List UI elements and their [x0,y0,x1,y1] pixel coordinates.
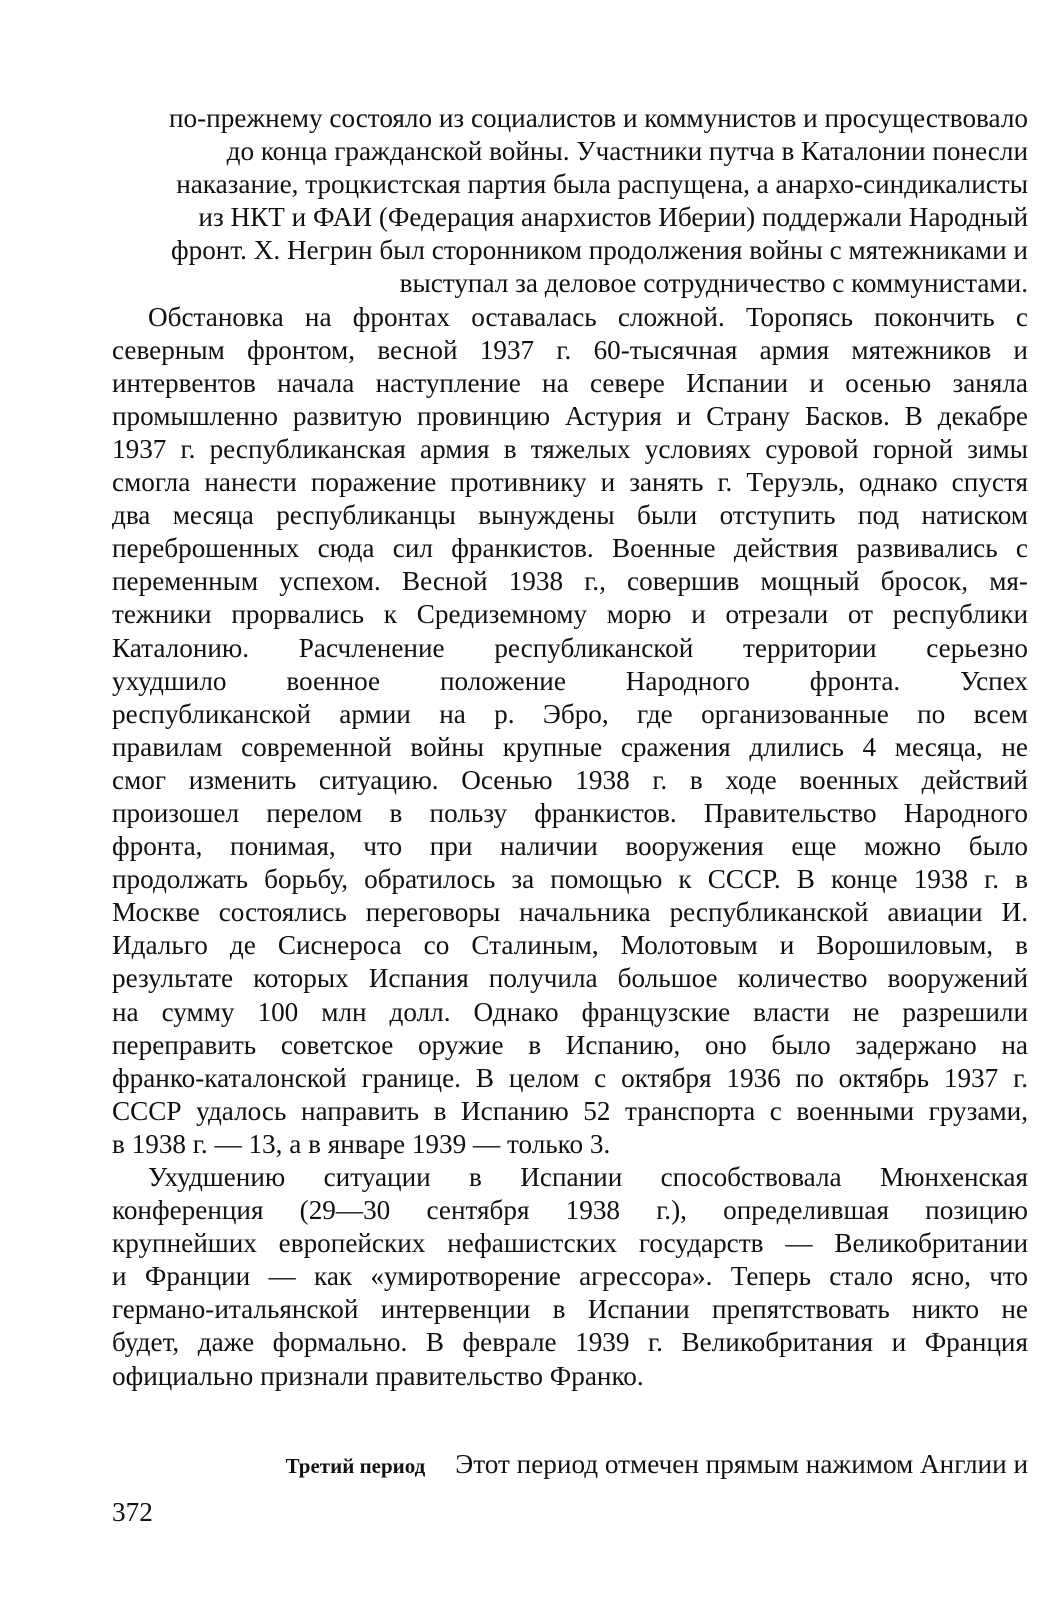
text-line: в 1938 г. — 13, а в январе 1939 — только 3. [112,1128,611,1159]
section-heading-line [112,1448,1028,1483]
page-number: 372 [112,1497,153,1527]
text-line: Ухудшению ситуации в Испании способствовала Мюнхенская [148,1162,1028,1192]
text-line: Москве состоялись переговоры начальника республиканской авиации И. [112,897,1028,928]
text-line: крупнейших европейских нефашистских государств — Великобритании [112,1228,1028,1259]
text-line: официально признали правительство Франко. [112,1360,644,1391]
text-line: из НКТ и ФАИ (Федерация анархистов Иберии) поддержали Народный [198,202,1028,233]
text-line: переменным успехом. Весной 1938 г., совершив мощный бросок, мя- [112,566,1028,597]
text-line: интервентов начала наступление на севере Испании и осенью заняла [112,367,1028,398]
text-line: фронт. X. Негрин был сторонником продолжения войны с мятежниками и [170,235,1028,266]
text-line: и Франции — как «умиротворение агрессора». Теперь стало ясно, что [112,1261,1028,1292]
text-line: до конца гражданской войны. Участники путча в Каталонии понесли [226,136,1028,167]
text-line: переброшенных сюда сил франкистов. Военные действия развивались с [112,533,1028,564]
text-line: северным фронтом, весной 1937 г. 60-тысячная армия мятежников и [112,334,1028,365]
text-line: выступал за деловое сотрудничество с коммунистами. [399,268,1028,299]
text-line: Идальго де Сиснероса со Сталиным, Молотовым и Ворошиловым, в [112,930,1028,961]
text-line: республиканской армии на р. Эбро, где организованные по всем [112,698,1028,729]
text-line: СССР удалось направить в Испанию 52 транспорта с военными грузами, [112,1095,1028,1126]
text-line: фронта, понимая, что при наличии вооружения еще можно было [112,831,1028,862]
text-line: франко-каталонской границе. В целом с октября 1936 по октябрь 1937 г. [112,1062,1028,1093]
text-line: переправить советское оружие в Испанию, оно было задержано на [112,1029,1028,1060]
text-line: произошел перелом в пользу франкистов. Правительство Народного [112,797,1028,828]
text-line: Обстановка на фронтах оставалась сложной. Торопясь покончить с [148,301,1028,332]
text-line: результате которых Испания получила большое количество вооружений [112,963,1028,994]
text-line: два месяца республиканцы вынуждены были отступить под натиском [112,500,1028,531]
section-label: Третий период [285,1454,426,1478]
text-line: по-прежнему состояло из социалистов и коммунистов и просуществовало [168,103,1028,133]
text-line: наказание, троцкистская партия была распущена, а анархо-синдикалисты [176,169,1028,200]
text-line: правилам современной войны крупные сражения длились 4 месяца, не [112,731,1028,762]
text-line: ухудшило военное положение Народного фронта. Успех [112,665,1028,696]
text-line: германо-итальянской интервенции в Испании препятствовать никто не [112,1294,1028,1325]
text-line: будет, даже формально. В феврале 1939 г. Великобритания и Франция [112,1327,1028,1358]
text-line: конференция (29—30 сентября 1938 г.), определившая позицию [112,1195,1028,1226]
page-body-text [112,102,1028,1393]
text-line: 1937 г. республиканская армия в тяжелых условиях суровой горной зимы [112,433,1028,464]
section-text: Этот период отмечен прямым нажимом Англии и [455,1449,1028,1479]
text-line: на сумму 100 млн долл. Однако французские власти не разрешили [112,996,1028,1027]
text-line: продолжать борьбу, обратилось за помощью к СССР. В конце 1938 г. в [112,864,1028,895]
text-line: смог изменить ситуацию. Осенью 1938 г. в ходе военных действий [112,764,1028,795]
text-line: тежники прорвались к Средиземному морю и отрезали от республики [112,599,1028,630]
text-line: промышленно развитую провинцию Астурия и Страну Басков. В декабре [112,400,1028,431]
text-line: Каталонию. Расчленение республиканской территории серьезно [112,632,1028,663]
text-line: смогла нанести поражение противнику и занять г. Теруэль, однако спустя [112,467,1028,498]
